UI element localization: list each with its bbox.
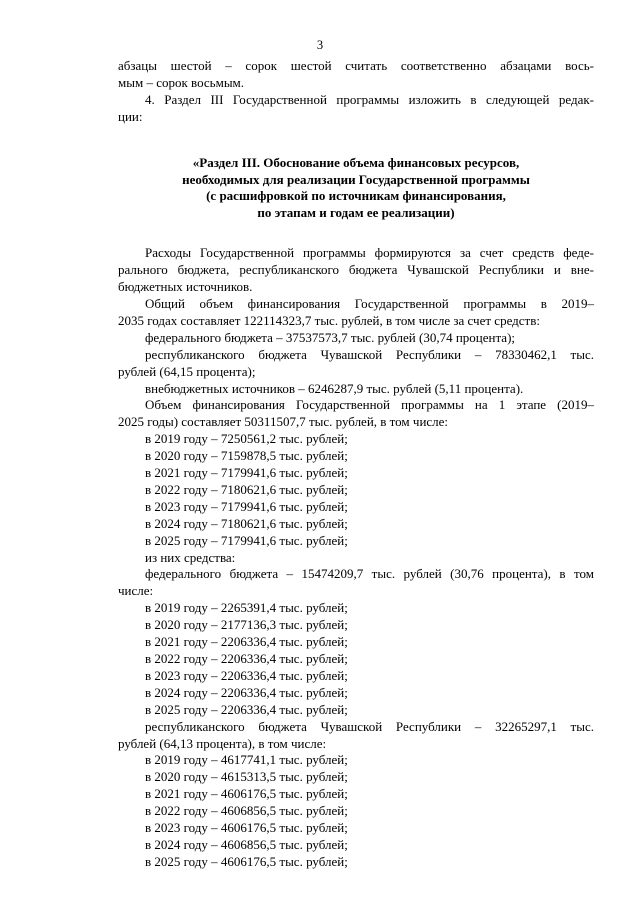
list-item: в 2024 году – 4606856,5 тыс. рублей; [145,836,348,852]
of-them-line: из них средства: [145,549,236,565]
list-item: в 2022 году – 7180621,6 тыс. рублей; [145,481,348,497]
document-body [118,58,594,871]
list-item: в 2021 году – 4606176,5 тыс. рублей; [145,786,348,802]
list-item: в 2023 году – 7179941,6 тыс. рублей; [145,498,348,514]
stage1-line: Объем финансирования Государственной программы на 1 этапе (2019– [145,397,594,413]
section-title [118,155,594,223]
paragraph-line: бюджетных источников. [118,279,253,295]
fed-stage-line: числе: [118,583,154,599]
list-item: в 2020 году – 2177136,3 тыс. рублей; [145,617,348,633]
paragraph-line: рального бюджета, республиканского бюджета Чувашской Республики и вне- [118,262,594,278]
list-item: в 2021 году – 7179941,6 тыс. рублей; [145,465,348,481]
paragraph-line: Расходы Государственной программы формируются за счет средств феде- [145,245,594,261]
intro-line-1: абзацы шестой – сорок шестой считать соответственно абзацами вось- [118,58,594,73]
page-number: 3 [316,38,324,52]
extra-total-line: внебюджетных источников – 6246287,9 тыс. рублей (5,11 процента). [145,380,524,396]
fed-stage-line: федерального бюджета – 15474209,7 тыс. рублей (30,76 процента), в том [145,566,594,582]
list-item: в 2025 году – 4606176,5 тыс. рублей; [145,853,348,869]
section-title-line-2: необходимых для реализации Государственной программы [182,171,530,187]
section-title-line-4: по этапам и годам ее реализации) [257,205,455,221]
list-item: в 2025 году – 7179941,6 тыс. рублей; [145,532,348,548]
list-item: в 2020 году – 4615313,5 тыс. рублей; [145,769,348,785]
intro-line-2: мым – сорок восьмым. [118,74,245,90]
rep-stage-line: республиканского бюджета Чувашской Республики – 32265297,1 тыс. [145,718,594,734]
list-item: в 2021 году – 2206336,4 тыс. рублей; [145,634,348,650]
list-item: в 2022 году – 2206336,4 тыс. рублей; [145,651,348,666]
rep-total-line: рублей (64,15 процента); [118,363,256,379]
list-item: в 2019 году – 4617741,1 тыс. рублей; [145,752,348,768]
section-title-line-1: «Раздел III. Обоснование объема финансовых ресурсов, [192,154,520,170]
list-item: в 2019 году – 7250561,2 тыс. рублей; [145,431,348,447]
paragraph-line: Общий объем финансирования Государственной программы в 2019– [145,295,594,311]
list-item: в 2025 году – 2206336,4 тыс. рублей; [145,701,348,717]
rep-total-line: республиканского бюджета Чувашской Республики – 78330462,1 тыс. [145,346,594,362]
section-title-line-3: (с расшифровкой по источникам финансирования, [206,188,506,204]
list-item: в 2024 году – 2206336,4 тыс. рублей; [145,684,348,700]
list-item: в 2020 году – 7159878,5 тыс. рублей; [145,448,348,464]
fed-total-line: федерального бюджета – 37537573,7 тыс. рублей (30,74 процента); [145,329,516,345]
list-item: в 2022 году – 4606856,5 тыс. рублей; [145,803,348,819]
intro-line-3: 4. Раздел III Государственной программы изложить в следующей редак- [145,91,594,107]
list-item: в 2019 году – 2265391,4 тыс. рублей; [145,600,348,616]
intro-line-4: ции: [118,108,143,124]
list-item: в 2023 году – 4606176,5 тыс. рублей; [145,820,348,836]
rep-stage-line: рублей (64,13 процента), в том числе: [118,735,327,751]
list-item: в 2024 году – 7180621,6 тыс. рублей; [145,515,348,531]
paragraph-line: 2035 годах составляет 122114323,7 тыс. рублей, в том числе за счет средств: [118,312,540,328]
stage1-line: 2025 годы) составляет 50311507,7 тыс. рублей, в том числе: [118,414,449,430]
list-item: в 2023 году – 2206336,4 тыс. рублей; [145,667,348,683]
